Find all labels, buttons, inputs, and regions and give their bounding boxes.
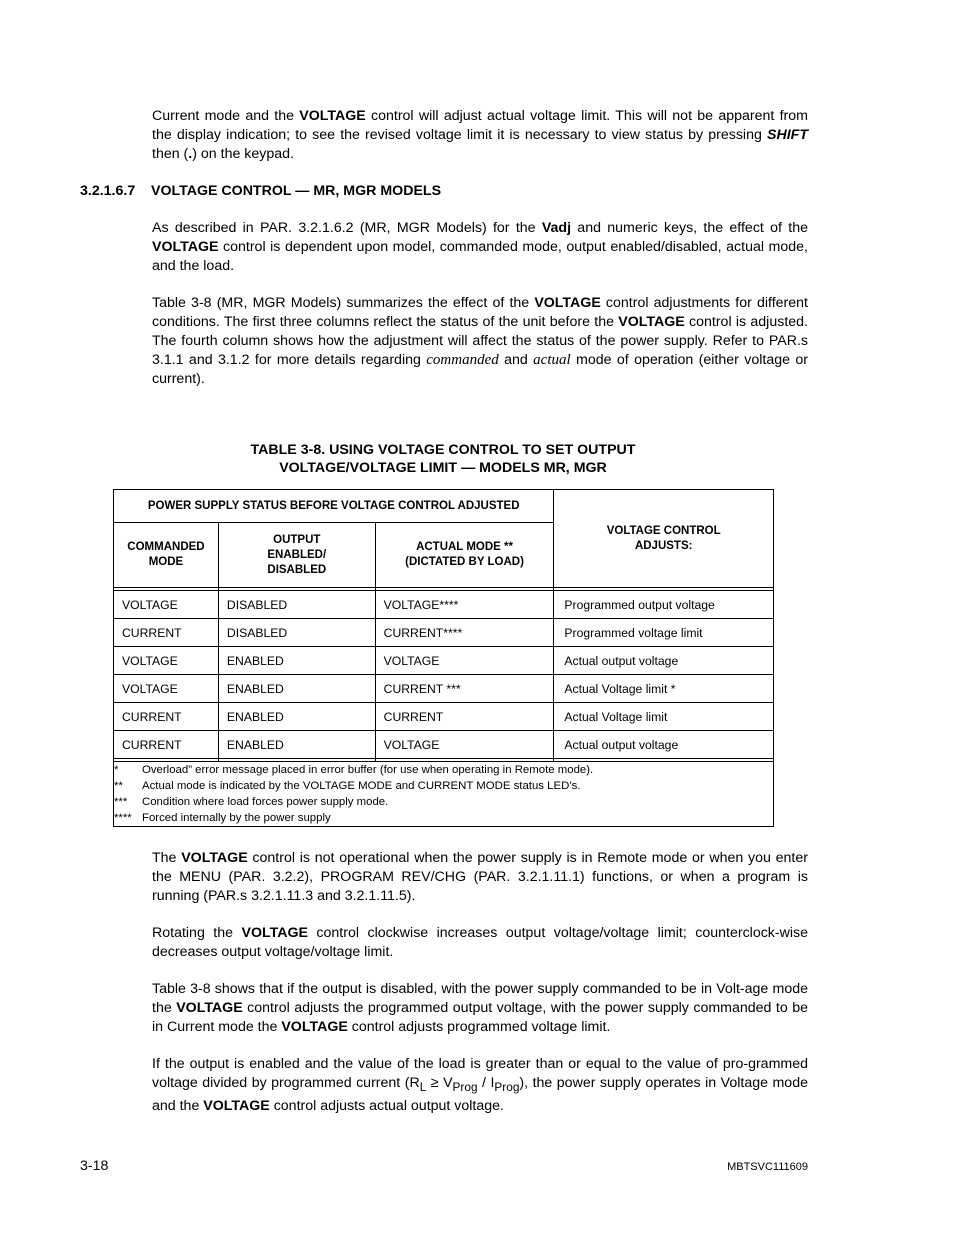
document-code: MBTSVC111609 <box>727 1161 808 1173</box>
group-header: POWER SUPPLY STATUS BEFORE VOLTAGE CONTROL ADJUSTED <box>114 490 554 523</box>
table-row: VOLTAGE DISABLED VOLTAGE**** Programmed output voltage <box>114 591 774 619</box>
table-row: CURRENT ENABLED VOLTAGE Actual output voltage <box>114 731 774 759</box>
table-note: *** Condition where load forces power supply mode. <box>114 796 389 808</box>
table-row: VOLTAGE ENABLED VOLTAGE Actual output voltage <box>114 647 774 675</box>
col-header-commanded: COMMANDED MODE <box>114 523 219 588</box>
table-row: VOLTAGE ENABLED CURRENT *** Actual Voltage limit * <box>114 675 774 703</box>
section-number: 3.2.1.6.7 <box>80 183 136 199</box>
col-header-adjusts: VOLTAGE CONTROL ADJUSTS: <box>554 490 774 588</box>
paragraph-output-disabled: Table 3-8 shows that if the output is disabled, with the power supply commanded to be in Volt-age mode the VOLTAGE control adjusts the programmed output voltage, with the power supply commanded to be in Current mode the VOLTAGE control adjusts programmed voltage limit. <box>152 981 808 1035</box>
section-title: VOLTAGE CONTROL — MR, MGR MODELS <box>151 183 442 199</box>
page-number: 3-18 <box>80 1158 109 1174</box>
table-title: TABLE 3-8. USING VOLTAGE CONTROL TO SET OUTPUT VOLTAGE/VOLTAGE LIMIT — MODELS MR, MGR <box>250 442 636 476</box>
table-note: ** Actual mode is indicated by the VOLTAGE MODE and CURRENT MODE status LED’s. <box>114 780 581 792</box>
table-notes <box>114 762 774 827</box>
table-row: CURRENT DISABLED CURRENT**** Programmed voltage limit <box>114 619 774 647</box>
col-header-output: OUTPUT ENABLED/ DISABLED <box>218 523 375 588</box>
table-note: * Overload” error message placed in error buffer (for use when operating in Remote mode). <box>114 764 594 776</box>
paragraph-not-operational: The VOLTAGE control is not operational when the power supply is in Remote mode or when you enter the MENU (PAR. 3.2.2), PROGRAM REV/CHG (PAR. 3.2.1.11.1) functions, or when a program is running (PAR.s 3.2.1.11.3 and 3.2.1.11.5). <box>152 850 808 904</box>
paragraph-current-mode: Current mode and the VOLTAGE control will adjust actual voltage limit. This will not be apparent from the display indication; to see the revised voltage limit it is necessary to view status by pressing SHIFT then (.) on the keypad. <box>152 108 808 162</box>
paragraph-description: As described in PAR. 3.2.1.6.2 (MR, MGR Models) for the Vadj and numeric keys, the effect of the VOLTAGE control is dependent upon model, commanded mode, output enabled/disabled, actual mode, and the load. <box>152 220 808 274</box>
table-note: **** Forced internally by the power supply <box>114 812 331 824</box>
paragraph-rotating: Rotating the VOLTAGE control clockwise increases output voltage/voltage limit; counterclock-wise decreases output voltage/voltage limit. <box>152 925 808 960</box>
table-row: CURRENT ENABLED CURRENT Actual Voltage limit <box>114 703 774 731</box>
section-heading <box>80 183 441 199</box>
col-header-actual: ACTUAL MODE ** (DICTATED BY LOAD) <box>375 523 554 588</box>
paragraph-output-enabled: If the output is enabled and the value of the load is greater than or equal to the value of pro-grammed voltage divided by programmed current $(R_L \ge V_{Prog} / I_{Prog})$, the power supply operates in Voltage mode and the VOLTAGE control adjusts actual output voltage. <box>152 1056 808 1114</box>
paragraph-table-summary: Table 3-8 (MR, MGR Models) summarizes the effect of the VOLTAGE control adjustments for different conditions. The first three columns reflect the status of the unit before the VOLTAGE control is adjusted. The fourth column shows how the adjustment will affect the status of the power supply. Refer to PAR.s 3.1.1 and 3.1.2 for more details regarding commanded and actual mode of operation (either voltage or current). <box>152 295 808 387</box>
voltage-control-table <box>113 489 774 827</box>
